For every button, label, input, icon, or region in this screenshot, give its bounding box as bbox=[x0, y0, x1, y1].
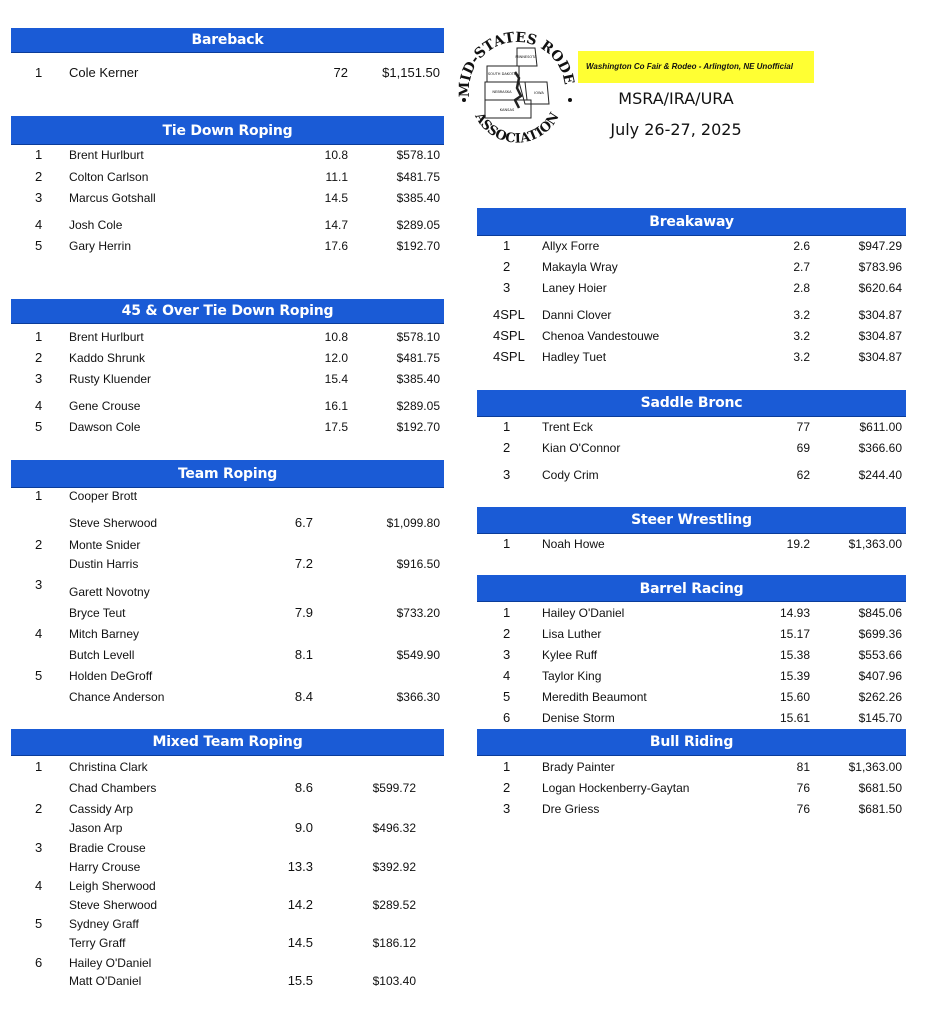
score-cell: 14.7 bbox=[324, 218, 348, 232]
result-row bbox=[477, 646, 906, 664]
payout-cell: $304.87 bbox=[858, 329, 902, 343]
place-cell: 1 bbox=[503, 419, 511, 434]
payout-cell: $1,099.80 bbox=[386, 516, 440, 530]
payout-cell: $481.75 bbox=[396, 351, 440, 365]
result-row bbox=[11, 349, 444, 367]
team-header-row bbox=[11, 667, 444, 685]
contestant-name: Rusty Kluender bbox=[69, 372, 152, 386]
payout-cell: $289.05 bbox=[396, 218, 440, 232]
payout-cell: $244.40 bbox=[858, 468, 902, 482]
contestant-name: Allyx Forre bbox=[542, 239, 600, 253]
contestant-name: Kaddo Shrunk bbox=[69, 351, 146, 365]
result-row bbox=[477, 625, 906, 643]
contestant-name: Dre Griess bbox=[542, 802, 600, 816]
score-cell: 8.6 bbox=[294, 780, 313, 795]
payout-cell: $186.12 bbox=[372, 936, 416, 950]
payout-cell: $481.75 bbox=[396, 170, 440, 184]
score-cell: 14.2 bbox=[287, 897, 313, 912]
score-cell: 69 bbox=[796, 441, 810, 455]
result-row bbox=[11, 397, 444, 415]
place-cell: 4SPL bbox=[493, 349, 525, 364]
result-row bbox=[11, 64, 444, 82]
result-row bbox=[477, 306, 906, 324]
payout-cell: $947.29 bbox=[858, 239, 902, 253]
team-header-row bbox=[11, 758, 444, 776]
score-cell: 17.6 bbox=[324, 239, 348, 253]
contestant-name: Terry Graff bbox=[69, 936, 126, 950]
result-row bbox=[11, 328, 444, 346]
place-cell: 4 bbox=[503, 668, 511, 683]
place-cell: 4SPL bbox=[493, 307, 525, 322]
place-cell: 6 bbox=[35, 955, 43, 970]
score-cell: 6.7 bbox=[294, 515, 313, 530]
place-cell: 3 bbox=[503, 467, 511, 482]
place-cell: 1 bbox=[503, 536, 511, 551]
contestant-name: Josh Cole bbox=[69, 218, 123, 232]
result-row bbox=[477, 535, 906, 553]
contestant-name: Mitch Barney bbox=[69, 627, 140, 641]
score-cell: 8.4 bbox=[294, 689, 313, 704]
place-cell: 1 bbox=[35, 147, 43, 162]
section-header-tie-down: Tie Down Roping bbox=[11, 116, 444, 145]
score-cell: 16.1 bbox=[324, 399, 348, 413]
section-header-breakaway: Breakaway bbox=[477, 208, 906, 236]
contestant-name: Colton Carlson bbox=[69, 170, 149, 184]
contestant-name: Taylor King bbox=[542, 669, 602, 683]
contestant-name: Denise Storm bbox=[542, 711, 615, 725]
score-cell: 19.2 bbox=[786, 537, 810, 551]
score-cell: 7.2 bbox=[294, 556, 313, 571]
score-cell: 2.7 bbox=[793, 260, 810, 274]
payout-cell: $681.50 bbox=[858, 802, 902, 816]
contestant-name: Cassidy Arp bbox=[69, 802, 134, 816]
score-cell: 3.2 bbox=[793, 329, 810, 343]
place-cell: 1 bbox=[503, 238, 511, 253]
score-cell: 10.8 bbox=[324, 330, 348, 344]
logo-arc-bottom: ASSOCIATION bbox=[471, 110, 563, 147]
contestant-name: Noah Howe bbox=[542, 537, 605, 551]
score-cell: 14.5 bbox=[287, 935, 313, 950]
payout-cell: $366.60 bbox=[858, 441, 902, 455]
team-header-row bbox=[11, 915, 444, 933]
place-cell: 2 bbox=[503, 440, 511, 455]
map-label-ia: IOWA bbox=[534, 91, 544, 95]
contestant-name: Jason Arp bbox=[69, 821, 123, 835]
event-banner: Washington Co Fair & Rodeo - Arlington, NE Unofficial bbox=[578, 51, 814, 83]
result-row bbox=[477, 667, 906, 685]
payout-cell: $289.05 bbox=[396, 399, 440, 413]
contestant-name: Bradie Crouse bbox=[69, 841, 146, 855]
result-row bbox=[11, 216, 444, 234]
result-row bbox=[477, 327, 906, 345]
team-heeler-row bbox=[11, 688, 444, 706]
payout-cell: $681.50 bbox=[858, 781, 902, 795]
result-row bbox=[11, 370, 444, 388]
place-cell: 2 bbox=[35, 537, 43, 552]
bronc-rider-icon bbox=[515, 72, 521, 108]
result-row bbox=[477, 348, 906, 366]
payout-cell: $1,363.00 bbox=[848, 760, 902, 774]
contestant-name: Hailey O'Daniel bbox=[69, 956, 152, 970]
score-cell: 15.39 bbox=[779, 669, 810, 683]
score-cell: 72 bbox=[333, 65, 348, 80]
place-cell: 5 bbox=[35, 916, 43, 931]
payout-cell: $578.10 bbox=[396, 148, 440, 162]
payout-cell: $599.72 bbox=[372, 781, 416, 795]
associations-title: MSRA/IRA/URA bbox=[618, 89, 734, 108]
result-row bbox=[477, 258, 906, 276]
contestant-name: Brent Hurlburt bbox=[69, 330, 144, 344]
place-cell: 3 bbox=[35, 840, 43, 855]
payout-cell: $553.66 bbox=[858, 648, 902, 662]
payout-cell: $304.87 bbox=[858, 308, 902, 322]
score-cell: 62 bbox=[796, 468, 810, 482]
result-row bbox=[477, 709, 906, 727]
result-row bbox=[477, 439, 906, 457]
team-heeler-row bbox=[11, 972, 444, 990]
event-dates: July 26-27, 2025 bbox=[610, 120, 742, 139]
result-row bbox=[11, 168, 444, 186]
payout-cell: $496.32 bbox=[372, 821, 416, 835]
section-header-bull-riding: Bull Riding bbox=[477, 729, 906, 756]
team-heeler-row bbox=[11, 555, 444, 573]
result-row bbox=[477, 688, 906, 706]
place-cell: 3 bbox=[35, 190, 43, 205]
result-row bbox=[477, 466, 906, 484]
contestant-name: Hadley Tuet bbox=[542, 350, 607, 364]
place-cell: 2 bbox=[35, 801, 43, 816]
place-cell: 5 bbox=[503, 689, 511, 704]
contestant-name: Bryce Teut bbox=[69, 606, 126, 620]
place-cell: 1 bbox=[35, 329, 43, 344]
contestant-name: Kian O'Connor bbox=[542, 441, 621, 455]
place-cell: 3 bbox=[503, 801, 511, 816]
place-cell: 4SPL bbox=[493, 328, 525, 343]
contestant-name: Chad Chambers bbox=[69, 781, 157, 795]
contestant-name: Brent Hurlburt bbox=[69, 148, 144, 162]
payout-cell: $385.40 bbox=[396, 372, 440, 386]
team-header-row bbox=[11, 839, 444, 857]
map-label-sd: SOUTH DAKOTA bbox=[487, 72, 517, 76]
contestant-name: Monte Snider bbox=[69, 538, 141, 552]
score-cell: 15.60 bbox=[779, 690, 810, 704]
contestant-name: Cody Crim bbox=[542, 468, 599, 482]
result-row bbox=[477, 758, 906, 776]
score-cell: 15.4 bbox=[324, 372, 348, 386]
contestant-name: Matt O'Daniel bbox=[69, 974, 142, 988]
team-header-row bbox=[11, 800, 444, 818]
place-cell: 1 bbox=[35, 759, 43, 774]
payout-cell: $783.96 bbox=[858, 260, 902, 274]
place-cell: 3 bbox=[503, 647, 511, 662]
score-cell: 17.5 bbox=[324, 420, 348, 434]
score-cell: 77 bbox=[796, 420, 810, 434]
payout-cell: $192.70 bbox=[396, 420, 440, 434]
place-cell: 3 bbox=[35, 371, 43, 386]
score-cell: 76 bbox=[796, 781, 810, 795]
payout-cell: $304.87 bbox=[858, 350, 902, 364]
score-cell: 11.1 bbox=[325, 170, 348, 184]
score-cell: 13.3 bbox=[287, 859, 313, 874]
score-cell: 8.1 bbox=[294, 647, 313, 662]
msra-logo bbox=[457, 28, 577, 153]
place-cell: 5 bbox=[35, 238, 43, 253]
contestant-name: Sydney Graff bbox=[69, 917, 139, 931]
score-cell: 15.38 bbox=[779, 648, 810, 662]
score-cell: 15.5 bbox=[287, 973, 313, 988]
place-cell: 1 bbox=[35, 65, 43, 80]
score-cell: 14.93 bbox=[779, 606, 810, 620]
score-cell: 2.8 bbox=[793, 281, 810, 295]
result-row bbox=[477, 237, 906, 255]
result-row bbox=[11, 189, 444, 207]
section-header-barrel-racing: Barrel Racing bbox=[477, 575, 906, 602]
place-cell: 1 bbox=[503, 605, 511, 620]
payout-cell: $289.52 bbox=[372, 898, 416, 912]
contestant-name: Chenoa Vandestouwe bbox=[542, 329, 660, 343]
contestant-name: Meredith Beaumont bbox=[542, 690, 647, 704]
team-heeler-row bbox=[11, 514, 444, 532]
payout-cell: $392.92 bbox=[372, 860, 416, 874]
result-row bbox=[477, 279, 906, 297]
section-header-team-roping: Team Roping bbox=[11, 460, 444, 488]
contestant-name: Garett Novotny bbox=[69, 585, 150, 599]
section-header-mixed-team: Mixed Team Roping bbox=[11, 729, 444, 756]
place-cell: 2 bbox=[35, 350, 43, 365]
result-row bbox=[11, 237, 444, 255]
place-cell: 5 bbox=[35, 419, 43, 434]
team-heeler-row bbox=[11, 604, 444, 622]
payout-cell: $407.96 bbox=[858, 669, 902, 683]
team-header-row bbox=[11, 954, 444, 972]
place-cell: 3 bbox=[35, 577, 43, 592]
contestant-name: Dustin Harris bbox=[69, 557, 139, 571]
score-cell: 15.61 bbox=[779, 711, 810, 725]
team-header-row bbox=[11, 536, 444, 554]
contestant-name: Chance Anderson bbox=[69, 690, 165, 704]
team-heeler-row bbox=[11, 934, 444, 952]
contestant-name: Brady Painter bbox=[542, 760, 615, 774]
payout-cell: $366.30 bbox=[396, 690, 440, 704]
team-heeler-row bbox=[11, 896, 444, 914]
contestant-name: Christina Clark bbox=[69, 760, 148, 774]
team-heeler-row bbox=[11, 858, 444, 876]
contestant-name: Holden DeGroff bbox=[69, 669, 153, 683]
payout-cell: $262.26 bbox=[858, 690, 902, 704]
result-row bbox=[477, 800, 906, 818]
payout-cell: $192.70 bbox=[396, 239, 440, 253]
contestant-name: Kylee Ruff bbox=[542, 648, 598, 662]
team-heeler-row bbox=[11, 646, 444, 664]
place-cell: 2 bbox=[503, 259, 511, 274]
score-cell: 12.0 bbox=[324, 351, 348, 365]
payout-cell: $916.50 bbox=[396, 557, 440, 571]
contestant-name: Gary Herrin bbox=[69, 239, 132, 253]
contestant-name: Butch Levell bbox=[69, 648, 135, 662]
contestant-name: Leigh Sherwood bbox=[69, 879, 156, 893]
result-row bbox=[477, 604, 906, 622]
contestant-name: Logan Hockenberry-Gaytan bbox=[542, 781, 690, 795]
map-label-ks: KANSAS bbox=[499, 108, 515, 112]
section-header-45-over: 45 & Over Tie Down Roping bbox=[11, 299, 444, 324]
result-row bbox=[11, 146, 444, 164]
result-row bbox=[11, 418, 444, 436]
logo-arc-top: MID-STATES RODE bbox=[457, 29, 577, 98]
contestant-name: Hailey O'Daniel bbox=[542, 606, 625, 620]
place-cell: 1 bbox=[35, 488, 43, 503]
payout-cell: $385.40 bbox=[396, 191, 440, 205]
contestant-name: Steve Sherwood bbox=[69, 898, 158, 912]
map-label-mn: MINNESOTA bbox=[515, 55, 537, 59]
score-cell: 9.0 bbox=[294, 820, 313, 835]
place-cell: 2 bbox=[503, 626, 511, 641]
contestant-name: Lisa Luther bbox=[542, 627, 602, 641]
contestant-name: Gene Crouse bbox=[69, 399, 141, 413]
score-cell: 14.5 bbox=[324, 191, 348, 205]
payout-cell: $103.40 bbox=[372, 974, 416, 988]
score-cell: 10.8 bbox=[324, 148, 348, 162]
payout-cell: $733.20 bbox=[396, 606, 440, 620]
score-cell: 2.6 bbox=[793, 239, 810, 253]
place-cell: 3 bbox=[503, 280, 511, 295]
team-header-row bbox=[11, 487, 444, 505]
payout-cell: $578.10 bbox=[396, 330, 440, 344]
payout-cell: $845.06 bbox=[858, 606, 902, 620]
contestant-name: Steve Sherwood bbox=[69, 516, 158, 530]
team-header-row bbox=[11, 877, 444, 895]
score-cell: 15.17 bbox=[779, 627, 810, 641]
contestant-name: Makayla Wray bbox=[542, 260, 618, 274]
contestant-name: Cole Kerner bbox=[69, 65, 139, 80]
place-cell: 4 bbox=[35, 626, 43, 641]
place-cell: 5 bbox=[35, 668, 43, 683]
payout-cell: $620.64 bbox=[858, 281, 902, 295]
contestant-name: Marcus Gotshall bbox=[69, 191, 156, 205]
map-label-ne: NEBRASKA bbox=[492, 90, 512, 94]
place-cell: 4 bbox=[35, 217, 43, 232]
payout-cell: $145.70 bbox=[858, 711, 902, 725]
score-cell: 81 bbox=[796, 760, 810, 774]
score-cell: 76 bbox=[796, 802, 810, 816]
contestant-name: Trent Eck bbox=[542, 420, 593, 434]
contestant-name: Danni Clover bbox=[542, 308, 612, 322]
contestant-name: Harry Crouse bbox=[69, 860, 141, 874]
place-cell: 4 bbox=[35, 878, 43, 893]
team-header-row bbox=[11, 625, 444, 643]
team-header-row bbox=[11, 577, 444, 599]
payout-cell: $699.36 bbox=[858, 627, 902, 641]
score-cell: 3.2 bbox=[793, 350, 810, 364]
place-cell: 6 bbox=[503, 710, 511, 725]
place-cell: 2 bbox=[35, 169, 43, 184]
contestant-name: Laney Hoier bbox=[542, 281, 607, 295]
result-row bbox=[477, 418, 906, 436]
place-cell: 4 bbox=[35, 398, 43, 413]
score-cell: 7.9 bbox=[294, 605, 313, 620]
payout-cell: $611.00 bbox=[859, 420, 902, 434]
place-cell: 2 bbox=[503, 780, 511, 795]
payout-cell: $1,151.50 bbox=[382, 65, 440, 80]
score-cell: 3.2 bbox=[793, 308, 810, 322]
payout-cell: $549.90 bbox=[396, 648, 440, 662]
result-row bbox=[477, 779, 906, 797]
contestant-name: Cooper Brott bbox=[69, 489, 138, 503]
section-header-saddle-bronc: Saddle Bronc bbox=[477, 390, 906, 417]
contestant-name: Dawson Cole bbox=[69, 420, 141, 434]
section-header-steer-wrestling: Steer Wrestling bbox=[477, 507, 906, 534]
section-header-bareback: Bareback bbox=[11, 28, 444, 53]
team-heeler-row bbox=[11, 819, 444, 837]
team-heeler-row bbox=[11, 779, 444, 797]
place-cell: 1 bbox=[503, 759, 511, 774]
payout-cell: $1,363.00 bbox=[848, 537, 902, 551]
